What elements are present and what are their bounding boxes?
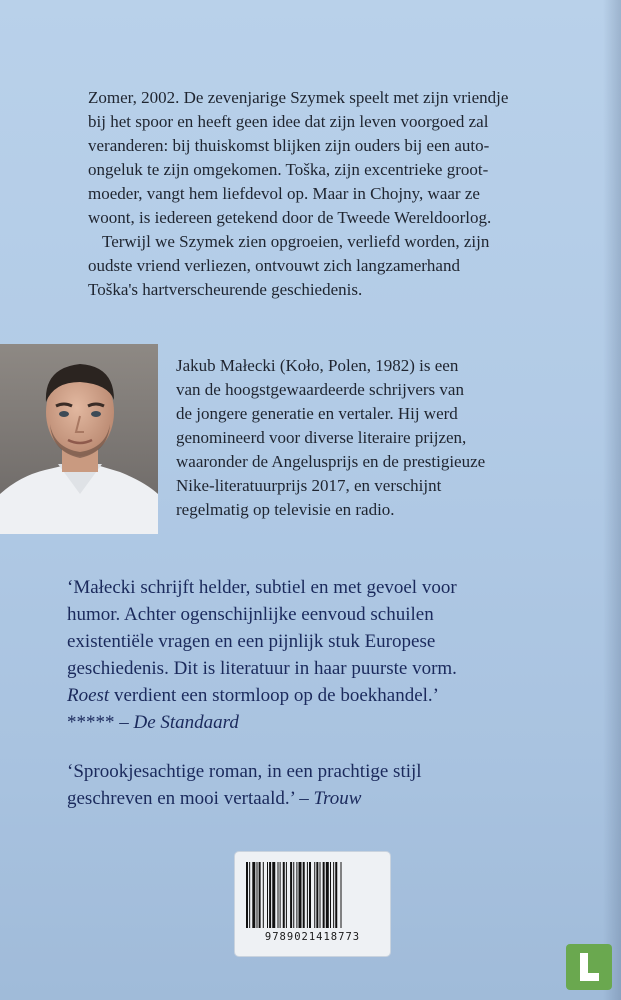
barcode-label — [235, 852, 390, 956]
barcode-bar — [307, 862, 308, 928]
barcode-bar — [269, 862, 271, 928]
book-title: Roest — [67, 685, 110, 706]
barcode-bar — [249, 862, 250, 928]
barcode-bar — [272, 862, 275, 928]
review-de-standaard — [67, 574, 587, 736]
author-photo — [0, 344, 158, 534]
bio-line: Nike-literatuurprijs 2017, en verschijnt — [176, 476, 442, 495]
barcode-bar — [290, 862, 292, 928]
source-dash: – — [114, 712, 134, 733]
author-portrait-illustration — [0, 344, 158, 534]
barcode-bar — [309, 862, 311, 928]
barcode-bar — [267, 862, 268, 928]
review-source: De Standaard — [133, 712, 239, 733]
source-dash: – — [294, 788, 314, 809]
review-source: Trouw — [313, 788, 362, 809]
barcode-bar — [283, 862, 285, 928]
barcode-bar — [341, 862, 342, 928]
review-trouw — [67, 758, 587, 812]
synopsis-line: bij het spoor en heeft geen idee dat zijn leven voorgoed zal — [88, 112, 489, 131]
lastdodo-logo-icon — [566, 944, 612, 990]
review-line: existentiële vragen en een pijnlijk stuk Europese — [67, 631, 436, 652]
synopsis-line: ongeluk te zijn omgekomen. Toška, zijn excentrieke groot- — [88, 160, 489, 179]
barcode-bar — [303, 862, 305, 928]
review-line: geschiedenis. Dit is literatuur in haar puurste vorm. — [67, 658, 457, 679]
barcode-bar — [333, 862, 334, 928]
barcode-bar — [326, 862, 329, 928]
review-line: ‘Małecki schrijft helder, subtiel en met gevoel voor — [67, 577, 457, 598]
review-line: verdient een stormloop op de boekhandel.’ — [109, 685, 439, 706]
synopsis-line: Toška's hartverscheurende geschiedenis. — [88, 280, 363, 299]
barcode-bar — [316, 862, 318, 928]
cover-edge-shadow — [603, 0, 621, 1000]
synopsis — [88, 86, 538, 302]
barcode-bar — [330, 862, 331, 928]
bio-line: genomineerd voor diverse literaire prijzen, — [176, 428, 467, 447]
barcode-bar — [257, 862, 258, 928]
barcode-bar — [280, 862, 281, 928]
barcode-bar — [252, 862, 255, 928]
synopsis-line: veranderen: bij thuiskomst blijken zijn ouders bij een auto- — [88, 136, 490, 155]
review-line: humor. Achter ogenschijnlijke eenvoud schuilen — [67, 604, 434, 625]
star-rating: ***** — [67, 712, 115, 733]
synopsis-line: moeder, vangt hem liefdevol op. Maar in Chojny, waar ze — [88, 184, 480, 203]
bio-line: de jongere generatie en vertaler. Hij werd — [176, 404, 458, 423]
review-line: geschreven en mooi vertaald.’ — [67, 788, 295, 809]
synopsis-line: woont, is iedereen getekend door de Tweede Wereldoorlog. — [88, 208, 492, 227]
isbn-number: 9789021418773 — [264, 931, 361, 943]
barcode-bar — [296, 862, 297, 928]
synopsis-paragraph-1 — [88, 86, 538, 230]
synopsis-line: Terwijl we Szymek zien opgroeien, verliefd worden, zijn — [102, 232, 490, 251]
review-quotes — [67, 574, 587, 812]
synopsis-line: Zomer, 2002. De zevenjarige Szymek speelt met zijn vriendje — [88, 88, 509, 107]
barcode-bar — [246, 862, 248, 928]
author-bio — [176, 354, 576, 522]
barcode-bar — [263, 862, 264, 928]
barcode-bars — [246, 862, 379, 928]
barcode-bar — [293, 862, 294, 928]
barcode-bar — [259, 862, 261, 928]
barcode-bar — [314, 862, 315, 928]
barcode-bar — [323, 862, 325, 928]
bio-line: regelmatig op televisie en radio. — [176, 500, 395, 519]
synopsis-paragraph-2 — [88, 230, 538, 302]
bio-line: Jakub Małecki (Koło, Polen, 1982) is een — [176, 356, 459, 375]
barcode-bar — [335, 862, 337, 928]
bio-line: waaronder de Angelusprijs en de prestigieuze — [176, 452, 486, 471]
synopsis-line: oudste vriend verliezen, ontvouwt zich langzamerhand — [88, 256, 460, 275]
bio-line: van de hoogstgewaardeerde schrijvers van — [176, 380, 464, 399]
barcode-bar — [286, 862, 287, 928]
barcode-bar — [278, 862, 279, 928]
review-line: ‘Sprookjesachtige roman, in een prachtige stijl — [67, 761, 422, 782]
barcode-bar — [320, 862, 321, 928]
barcode-bar — [299, 862, 302, 928]
